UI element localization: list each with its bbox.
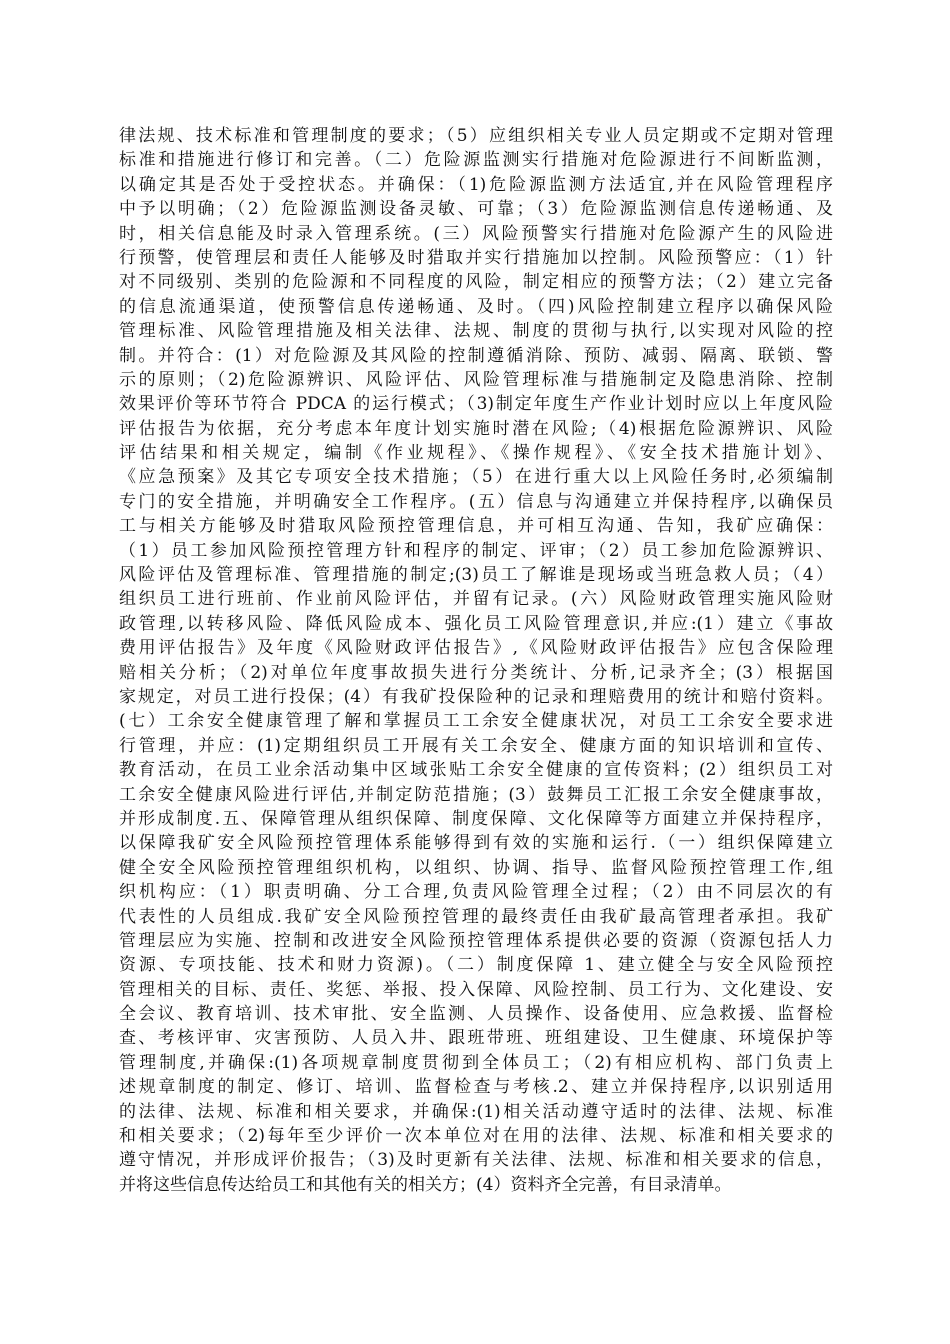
text-line: 《应急预案》及其它专项安全技术措施；（5）在进行重大以上风险任务时,必须编制 (119, 467, 833, 488)
text-line: 的信息流通渠道，使预警信息传递畅通、及时。（四)风险控制建立程序以确保风险 (119, 296, 833, 317)
text-line: 评估报告为依据，充分考虑本年度计划实施时潜在风险;（4)根据危险源辨识、风险 (119, 418, 833, 439)
text-line: 管理层应为实施、控制和改进安全风险预控管理体系提供必要的资源（资源包括人力 (119, 930, 833, 951)
text-line: 和相关要求；（2)每年至少评价一次本单位对在用的法律、法规、标准和相关要求的 (119, 1126, 833, 1147)
text-line: 效果评价等环节符合 PDCA 的运行模式；（3)制定年度生产作业计划时应以上年度风险 (119, 394, 833, 415)
text-line: 以保障我矿安全风险预控管理体系能够得到有效的实施和运行.（一）组织保障建立 (119, 833, 833, 854)
text-line: 律法规、技术标准和管理制度的要求；（5）应组织相关专业人员定期或不定期对管理 (119, 126, 833, 146)
text-line: 政管理,以转移风险、降低风险成本、强化员工风险管理意识,并应:(1）建立《事故 (119, 613, 833, 634)
text-line: 健全安全风险预控管理组织机构，以组织、协调、指导、监督风险预控管理工作,组 (119, 857, 833, 878)
text-line: 费用评估报告》及年度《风险财政评估报告》,《风险财政评估报告》应包含保险理 (119, 638, 833, 659)
text-line: 教育活动，在员工业余活动集中区域张贴工余安全健康的宣传资料；(2）组织员工对 (119, 760, 833, 781)
text-line: 管理制度,并确保:(1)各项规章制度贯彻到全体员工；（2)有相应机构、部门负责上 (119, 1052, 833, 1073)
text-line: 述规章制度的制定、修订、培训、监督检查与考核.2、建立并保持程序,以识别适用 (119, 1077, 833, 1098)
text-line: 代表性的人员组成.我矿安全风险预控管理的最终责任由我矿最高管理者承担。我矿 (119, 906, 833, 927)
text-line: 管理相关的目标、责任、奖惩、举报、投入保障、风险控制、员工行为、文化建设、安 (119, 979, 833, 1000)
text-line: 并形成制度.五、保障管理从组织保障、制度保障、文化保障等方面建立并保持程序， (119, 808, 833, 829)
text-line: 评估结果和相关规定，编制《作业规程》、《操作规程》、《安全技术措施计划》、 (119, 443, 833, 464)
text-line: 工余安全健康风险进行评估,并制定防范措施；(3）鼓舞员工汇报工余安全健康事故， (119, 784, 833, 805)
text-line: 管理标准、风险管理措施及相关法律、法规、制度的贯彻与执行,以实现对风险的控 (119, 321, 833, 342)
text-line: 组织员工进行班前、作业前风险评估，并留有记录。(六）风险财政管理实施风险财 (119, 589, 833, 610)
text-line: 制。并符合：(1）对危险源及其风险的控制遵循消除、预防、减弱、隔离、联锁、警 (119, 345, 833, 366)
text-line: 织机构应：（1）职责明确、分工合理,负责风险管理全过程；（2）由不同层次的有 (119, 882, 833, 903)
text-line: (七）工余安全健康管理了解和掌握员工工余安全健康状况，对员工工余安全要求进 (119, 711, 833, 732)
text-line: 示的原则；（2)危险源辨识、风险评估、风险管理标准与措施制定及隐患消除、控制 (119, 369, 833, 390)
document-body-text (119, 124, 833, 1197)
text-line: 资源、专项技能、技术和财力资源)。（二）制度保障 1、建立健全与安全风险预控 (119, 955, 833, 976)
text-line: （1）员工参加风险预控管理方针和程序的制定、评审；（2）员工参加危险源辨识、 (119, 540, 833, 561)
text-line: 查、考核评审、灾害预防、人员入井、跟班带班、班组建设、卫生健康、环境保护等 (119, 1028, 833, 1049)
text-line: 行预警，使管理层和责任人能够及时猎取并实行措施加以控制。风险预警应：（1）针 (119, 247, 833, 268)
text-line: 并将这些信息传达给员工和其他有关的相关方；(4）资料齐全完善，有目录清单。 (119, 1174, 732, 1195)
text-line: 行管理，并应：(1)定期组织员工开展有关工余安全、健康方面的知识培训和宣传、 (119, 735, 833, 756)
text-line: 对不同级别、类别的危险源和不同程度的风险，制定相应的预警方法；（2）建立完备 (119, 272, 833, 293)
text-line: 工与相关方能够及时猎取风险预控管理信息，并可相互沟通、告知，我矿应确保： (119, 516, 833, 537)
text-line: 全会议、教育培训、技术审批、安全监测、人员操作、设备使用、应急救援、监督检 (119, 1004, 833, 1025)
text-line: 以确定其是否处于受控状态。并确保：（1)危险源监测方法适宜,并在风险管理程序 (119, 174, 833, 195)
text-line: 的法律、法规、标准和相关要求，并确保:(1)相关活动遵守适时的法律、法规、标准 (119, 1101, 833, 1122)
text-line: 中予以明确；（2）危险源监测设备灵敏、可靠；（3）危险源监测信息传递畅通、及 (119, 199, 833, 220)
text-line: 家规定，对员工进行投保；(4）有我矿投保险种的记录和理赔费用的统计和赔付资料。 (119, 686, 833, 707)
text-line: 专门的安全措施，并明确安全工作程序。(五）信息与沟通建立并保持程序,以确保员 (119, 491, 833, 512)
text-line: 遵守情况，并形成评价报告；（3)及时更新有关法律、法规、标准和相关要求的信息， (119, 1150, 833, 1171)
text-line: 标准和措施进行修订和完善。（二）危险源监测实行措施对危险源进行不间断监测， (119, 150, 833, 171)
text-line: 赔相关分析；（2)对单位年度事故损失进行分类统计、分析,记录齐全；(3）根据国 (119, 662, 833, 683)
text-line: 时，相关信息能及时录入管理系统。(三）风险预警实行措施对危险源产生的风险进 (119, 223, 833, 244)
text-line: 风险评估及管理标准、管理措施的制定;(3)员工了解谁是现场或当班急救人员；（4） (119, 565, 833, 586)
